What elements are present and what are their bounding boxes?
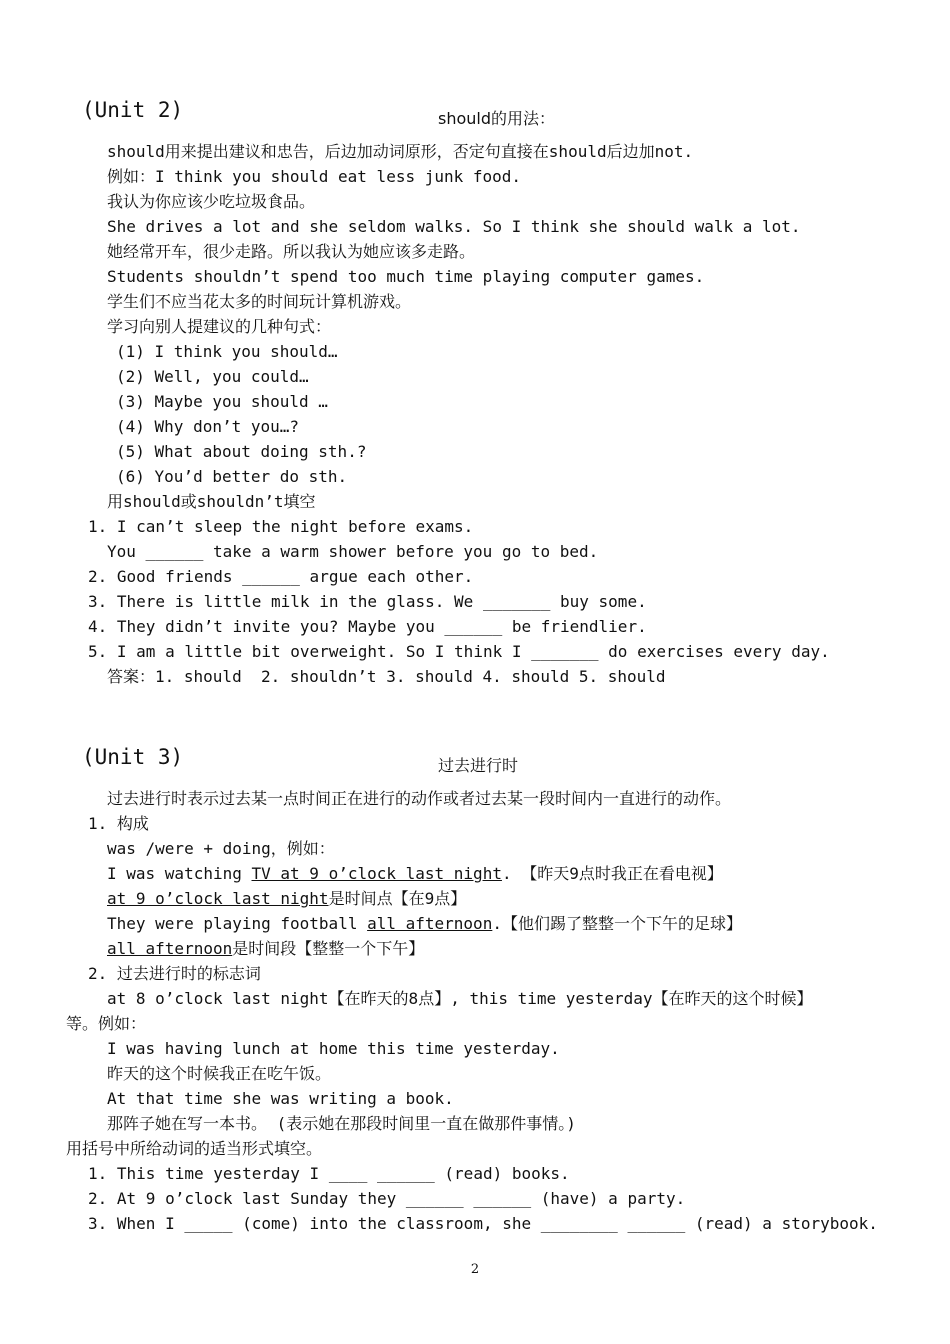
unit2-title: should的用法： [438,109,556,128]
unit3-heading: (Unit 3) [82,745,184,769]
unit2-exercise-5: 5. I am a little bit overweight. So I think I _______ do exercises every day. [88,642,830,661]
unit3-example-1-note: at 9 o’clock last night是时间点【在9点】 [107,889,467,908]
unit2-pattern-6: (6) You’d better do sth. [116,467,348,486]
unit3-example-2: They were playing football all afternoon.【他们踢了整整一个下午的足球】 [107,914,742,933]
unit2-exercise-4: 4. They didn’t invite you? Maybe you ______ be friendlier. [88,617,647,636]
unit2-line-5: Students shouldn’t spend too much time playing computer games. [107,267,705,286]
unit2-line-2: 我认为你应该少吃垃圾食品。 [107,192,316,211]
underlined-phrase: TV at 9 o’clock last night [251,864,502,883]
unit2-pattern-5: (5) What about doing sth.? [116,442,367,461]
unit2-pattern-3: (3) Maybe you should … [116,392,328,411]
unit2-exercise-title: 用should或shouldn’t填空 [107,492,316,511]
unit3-line-0: 过去进行时表示过去某一点时间正在进行的动作或者过去某一段时间内一直进行的动作。 [107,789,732,808]
unit2-pattern-2: (2) Well, you could… [116,367,309,386]
unit2-line-4: 她经常开车，很少走路。所以我认为她应该多走路。 [107,242,476,261]
unit3-example-1: I was watching TV at 9 o’clock last night. 【昨天9点时我正在看电视】 [107,864,723,883]
unit2-line-3: She drives a lot and she seldom walks. So I think she should walk a lot. [107,217,801,236]
unit3-form: was /were + doing，例如： [107,839,335,858]
unit3-section-2: 2. 过去进行时的标志词 [88,964,261,983]
unit2-exercise-1b: You ______ take a warm shower before you go to bed. [107,542,599,561]
unit3-line-19: 那阵子她在写一本书。 (表示她在那段时间里一直在做那件事情。) [107,1114,576,1133]
unit3-exercise-2: 2. At 9 o’clock last Sunday they ______ ______ (have) a party. [88,1189,686,1208]
unit2-exercise-1: 1. I can’t sleep the night before exams. [88,517,474,536]
unit3-example-2-note: all afternoon是时间段【整整一个下午】 [107,939,425,958]
unit3-exercise-title: 用括号中所给动词的适当形式填空。 [66,1139,323,1158]
unit2-pattern-1: (1) I think you should… [116,342,338,361]
underlined-phrase: all afternoon [367,914,493,933]
unit3-exercise-1: 1. This time yesterday I ____ ______ (read) books. [88,1164,570,1183]
unit3-markers-cont: 等。例如： [66,1014,147,1033]
unit2-exercise-3: 3. There is little milk in the glass. We _______ buy some. [88,592,647,611]
unit3-line-18: At that time she was writing a book. [107,1089,454,1108]
unit3-exercise-3: 3. When I _____ (come) into the classroom, she ________ ______ (read) a storybook. [88,1214,878,1233]
unit2-exercise-2: 2. Good friends ______ argue each other. [88,567,474,586]
unit3-line-16: I was having lunch at home this time yesterday. [107,1039,560,1058]
unit3-section-1: 1. 构成 [88,814,149,833]
unit3-line-17: 昨天的这个时候我正在吃午饭。 [107,1064,332,1083]
unit3-markers: at 8 o’clock last night【在昨天的8点】, this time yesterday【在昨天的这个时候】 [107,989,813,1008]
unit2-line-0: should用来提出建议和忠告，后边加动词原形，否定句直接在should后边加not. [107,142,694,161]
unit2-answers: 答案：1. should 2. shouldn’t 3. should 4. should 5. should [107,667,666,686]
unit2-line-7: 学习向别人提建议的几种句式： [107,317,332,336]
unit2-line-1: 例如：I think you should eat less junk food. [107,167,522,186]
unit2-line-6: 学生们不应当花太多的时间玩计算机游戏。 [107,292,412,311]
unit3-title: 过去进行时 [438,756,519,775]
page-number: 2 [470,1262,480,1277]
unit2-pattern-4: (4) Why don’t you…? [116,417,300,436]
unit2-heading: (Unit 2) [82,98,184,122]
